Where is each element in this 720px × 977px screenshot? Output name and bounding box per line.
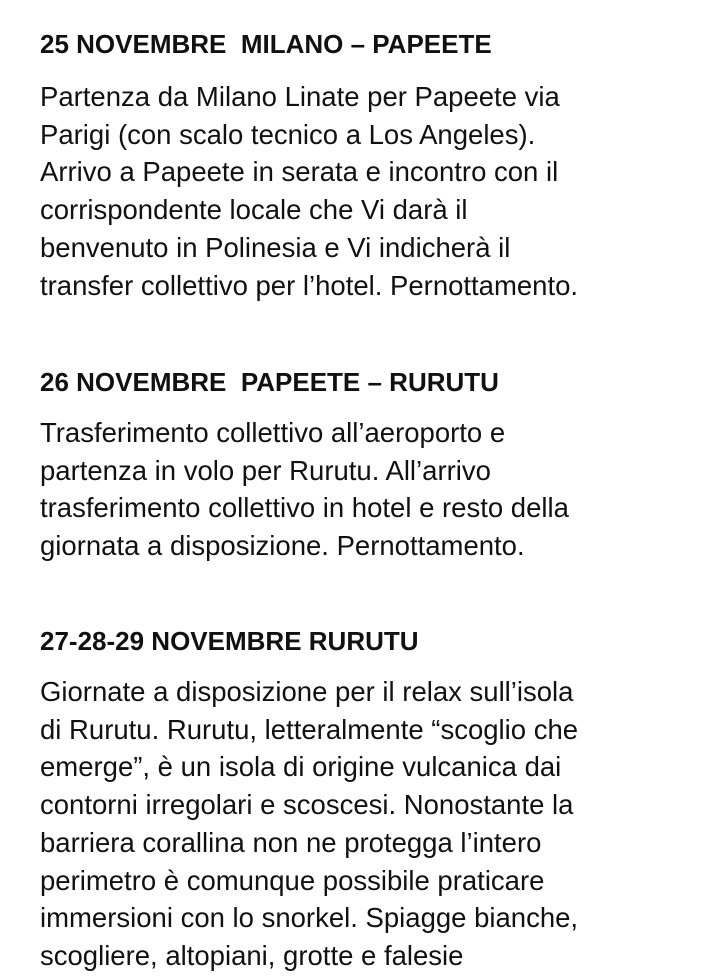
text-line: transfer collettivo per l’hotel. Pernottamento. <box>40 269 579 301</box>
text-line: benvenuto in Polinesia e Vi indicherà il <box>40 231 511 263</box>
text-line: scogliere, altopiani, grotte e falesie <box>40 939 464 971</box>
day-heading: 27-28-29 NOVEMBRE RURUTU <box>40 626 419 656</box>
text-line: Trasferimento collettivo all’aeroporto e <box>40 417 506 448</box>
day-description <box>40 414 569 565</box>
day-heading: 25 NOVEMBRE MILANO – PAPEETE <box>40 29 492 59</box>
text-line: giornata a disposizione. Pernottamento. <box>40 530 525 562</box>
day-description <box>40 78 578 304</box>
text-line: contorni irregolari e scoscesi. Nonostante la <box>40 789 574 821</box>
text-line: barriera corallina non ne protegga l’intero <box>40 826 542 858</box>
text-line: perimetro è comunque possibile praticare <box>40 864 545 896</box>
text-line: Partenza da Milano Linate per Papeete via <box>40 81 560 112</box>
text-line: di Rurutu. Rurutu, letteralmente “scoglio che <box>40 713 579 745</box>
day-description <box>40 673 578 975</box>
text-line: immersioni con lo snorkel. Spiagge bianche, <box>40 902 579 934</box>
text-line: Parigi (con scalo tecnico a Los Angeles). <box>40 118 536 150</box>
text-line: trasferimento collettivo in hotel e resto della <box>40 492 569 524</box>
text-line: partenza in volo per Rurutu. All’arrivo <box>40 454 491 486</box>
text-line: Giornate a disposizione per il relax sull’isola <box>40 676 574 707</box>
text-line: corrispondente locale che Vi darà il <box>40 194 468 226</box>
text-line: Arrivo a Papeete in serata e incontro con il <box>40 156 559 188</box>
text-line: emerge”, è un isola di origine vulcanica dai <box>40 751 562 783</box>
day-heading: 26 NOVEMBRE PAPEETE – RURUTU <box>40 367 499 397</box>
